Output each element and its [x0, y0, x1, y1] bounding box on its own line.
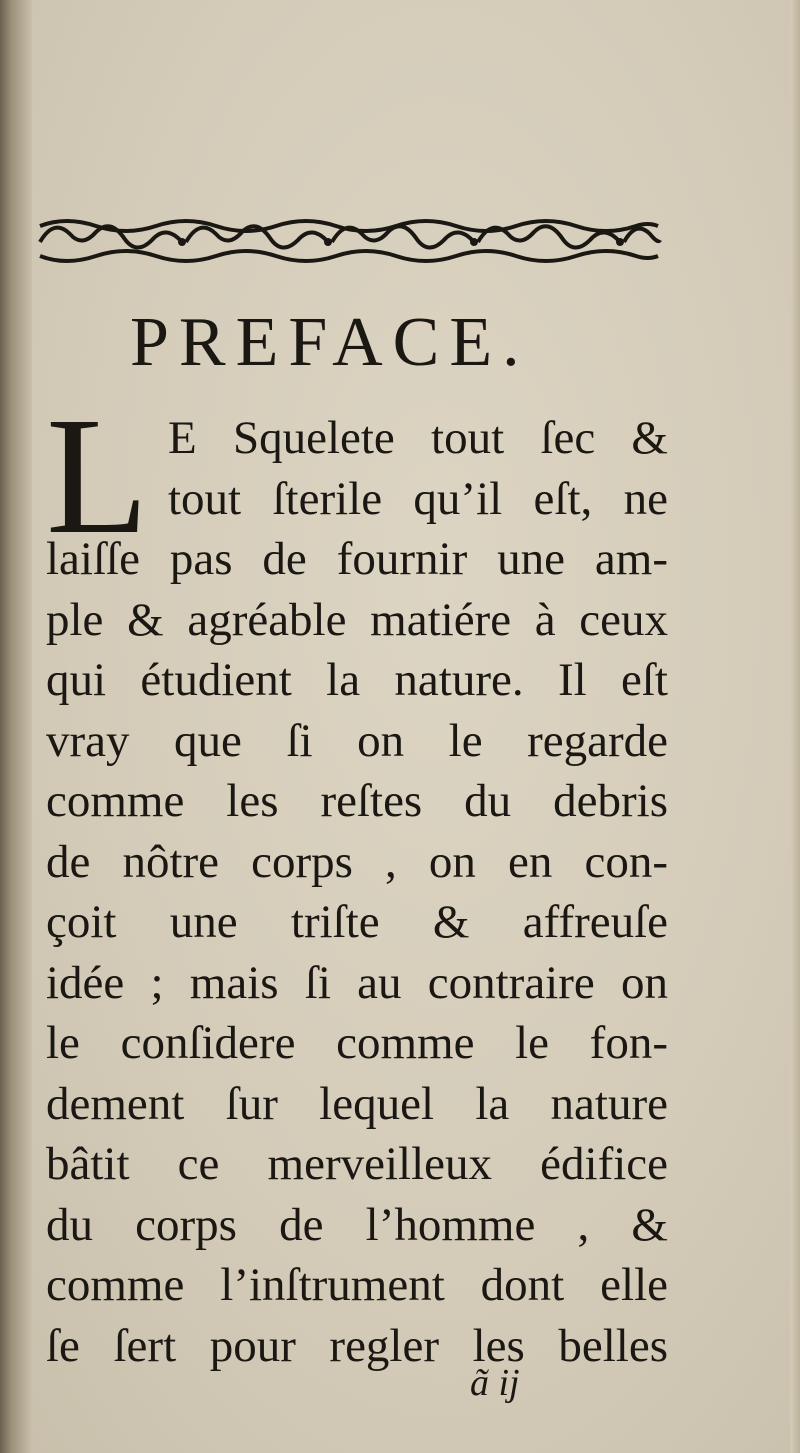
text-line: ple & agréable matiére à ceux: [46, 593, 668, 646]
text-line: de nôtre corps , on en con-: [46, 835, 668, 888]
text-line: ſe ſert pour regler les belles: [46, 1319, 668, 1372]
text-line: tout ſterile qu’il eſt, ne: [168, 472, 668, 525]
book-spine-shadow: [0, 0, 32, 1453]
text-line: le conſidere comme le fon-: [46, 1017, 668, 1069]
text-line: du corps de l’homme , &: [46, 1198, 668, 1251]
decorative-headpiece: [36, 212, 662, 270]
text-line: comme l’inſtrument dont elle: [46, 1259, 668, 1311]
text-line: idée ; mais ſi au contraire on: [46, 956, 668, 1009]
body-text: [46, 383, 668, 1376]
text-line: comme les reſtes du debris: [46, 775, 668, 827]
page-title: PREFACE.: [130, 304, 530, 381]
text-line: çoit une triſte & affreuſe: [46, 896, 668, 948]
drop-cap-letter: L: [46, 383, 149, 569]
text-line: qui étudient la nature. Il eſt: [46, 654, 668, 706]
text-line: laiſſe pas de fournir une am-: [46, 533, 668, 585]
text-line: E Squelete tout ſec &: [168, 412, 668, 464]
headpiece-ornament-icon: [36, 212, 662, 270]
text-line: dement ſur lequel la nature: [46, 1077, 668, 1130]
text-line: bâtit ce merveilleux édifice: [46, 1138, 668, 1190]
text-line: vray que ſi on le regarde: [46, 714, 668, 767]
page-edge: [790, 0, 800, 1453]
signature-mark: ã ij: [470, 1362, 520, 1404]
